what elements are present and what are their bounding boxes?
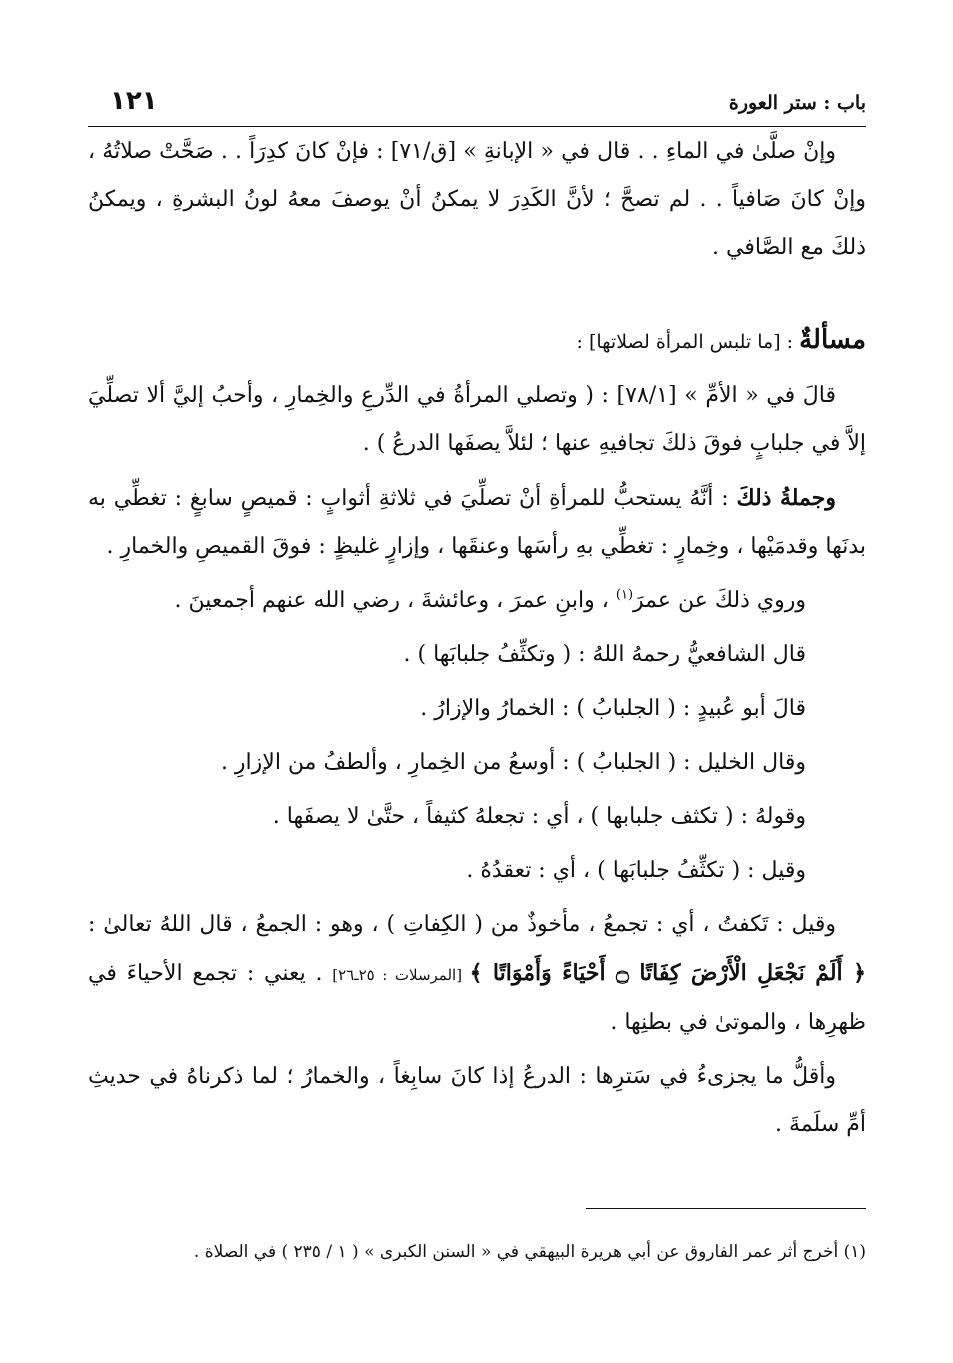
summary-lead: وجملةُ ذلكَ	[736, 485, 836, 511]
page-number: ١٢١	[110, 86, 158, 116]
main-text	[88, 128, 866, 1149]
paragraph-kifat	[88, 901, 866, 1047]
quote-abu-ubaid: قالَ أبو عُبيدٍ : ( الجلبابُ ) : الخمارُ والإزارُ .	[420, 696, 806, 721]
running-title: باب : ستر العورة	[728, 92, 866, 114]
footnote-reference[interactable]: (١)	[615, 587, 634, 603]
quote-narration	[88, 577, 866, 625]
kifat-text-b: . يعني : تجمع الأحياءَ في ظهرِها ، والموتىٰ في بطنِها .	[88, 961, 866, 1035]
paragraph-minimum: وأقلُّ ما يجزىءُ في سَترِها : الدرعُ إذا كانَ سابِغاً ، والخمارُ ؛ لما ذكرناهُ في حديثِ أمِّ سلَمةَ .	[88, 1064, 866, 1137]
masala-title: : [ما تلبس المرأة لصلاتها] :	[576, 331, 800, 353]
footnote: (١) أخرج أثر عمر الفاروق عن أبي هريرة البيهقي في « السنن الكبرى » ( ١ / ٢٣٥ ) في الصلاة .	[193, 1242, 866, 1262]
kifat-text-a: وقيل : تَكفتُ ، أي : تجمعُ ، مأخوذٌ من ( الكِفاتِ ) ، وهو : الجمعُ ، قال اللهُ تعالىٰ :	[88, 912, 836, 937]
verse-reference: [المرسلات : ٢٥ـ٢٦]	[332, 966, 470, 984]
paragraph-umm-quote: قالَ في « الأمِّ » [٧٨/١] : ( وتصلي المرأةُ في الدِّرعِ والخِمارِ ، وأحبُ إليَّ ألا تصلِّيَ إلاَّ في جلبابٍ فوقَ ذلكَ تجافيهِ عنها ؛ لئلاَّ يصفَها الدرعُ ) .	[88, 383, 866, 456]
quote-explanation: وقولهُ : ( تكثف جلبابها ) ، أي : تجعلهُ كثيفاً ، حتَّىٰ لا يصفَها .	[272, 804, 806, 829]
masala-heading	[88, 316, 866, 366]
quote-shafii: قال الشافعيُّ رحمهُ اللهُ : ( وتكثِّفُ جلبابَها ) .	[403, 642, 806, 667]
narration-text-a: وروي ذلكَ عن عمرَ	[633, 588, 806, 613]
paragraph-intro: وإنْ صلَّىٰ في الماءِ . . قال في « الإبانةِ » [ق/٧١] : فإنْ كانَ كدِرَاً . . صَحَّتْ صلاتُهُ ، وإنْ كانَ صَافياً . . لم تصحَّ ؛ لأنَّ الكَدِرَ لا يمكنُ أنْ يوصفَ معهُ لونُ البشرةِ ، ويمكنُ ذلكَ مع الصَّافي .	[88, 139, 866, 260]
quote-khalil: وقال الخليل : ( الجلبابُ ) : أوسعُ من الخِمارِ ، وألطفُ من الإزارِ .	[220, 750, 806, 775]
page-header	[88, 86, 866, 127]
summary-text: : أنَّهُ يستحبُّ للمرأةِ أنْ تصلِّيَ في ثلاثةِ أثوابٍ : قميصٍ سابغٍ : تغطِّي به بدنَها وقدمَيْها ، وخِمارٍ : تغطِّي بهِ رأسَها وعنقَها ، وإزارٍ غليظٍ : فوقَ القميصِ والخمارِ .	[88, 486, 866, 559]
paragraph-summary	[88, 474, 866, 571]
narration-text-b: ، وابنِ عمرَ ، وعائشةَ ، رضي الله عنهم أجمعينَ .	[174, 588, 616, 613]
footnote-divider	[586, 1208, 866, 1209]
quote-alternate: وقيل : ( تكثِّفُ جلبابَها ) ، أي : تعقدُهُ .	[466, 858, 806, 883]
masala-label: مسألةٌ	[799, 325, 866, 355]
quran-verse: ﴿ أَلَمْ نَجْعَلِ الْأَرْضَ كِفَاتًا ۝ أَحْيَاءً وَأَمْوَاتًا ﴾	[469, 960, 866, 986]
